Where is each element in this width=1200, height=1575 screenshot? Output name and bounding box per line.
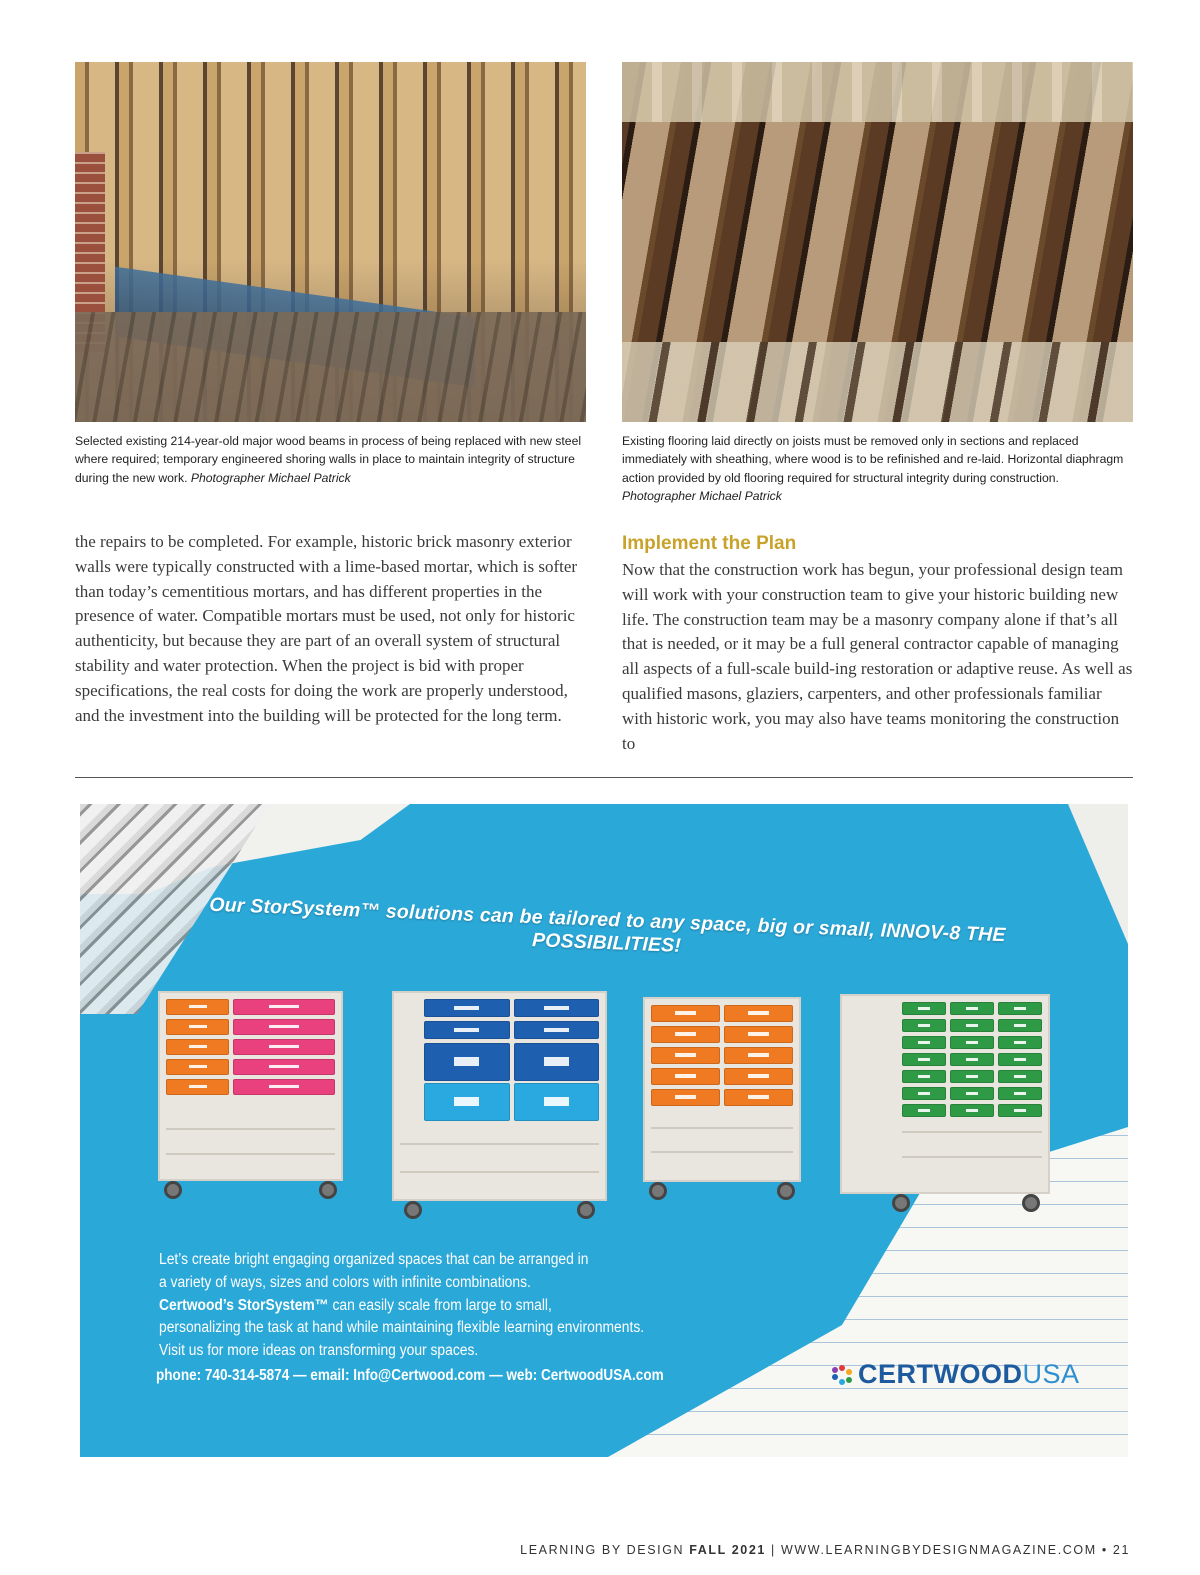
storage-cart-orange-pink	[158, 991, 343, 1181]
drawer	[166, 1019, 229, 1035]
certwood-advertisement[interactable]	[80, 804, 1128, 1457]
drawer	[651, 1089, 720, 1106]
drawer	[950, 1070, 994, 1083]
magazine-url[interactable]: WWW.LEARNINGBYDESIGNMAGAZINE.COM	[780, 1543, 1097, 1557]
drawer	[998, 1002, 1042, 1015]
magazine-name: LEARNING BY DESIGN	[520, 1543, 690, 1557]
drawer	[514, 1083, 600, 1121]
drawer	[724, 1068, 793, 1085]
drawer	[651, 1047, 720, 1064]
drawer	[950, 1104, 994, 1117]
drawer	[902, 1019, 946, 1032]
drawer	[166, 1059, 229, 1075]
section-heading: Implement the Plan	[622, 533, 797, 554]
torn-paper-decoration	[1068, 804, 1128, 944]
storage-cart-orange	[643, 997, 801, 1182]
certwood-logo[interactable]	[832, 1359, 1080, 1390]
logo-text-light: USA	[1022, 1359, 1080, 1389]
drawer	[651, 1026, 720, 1043]
drawer	[651, 1005, 720, 1022]
logo-text-bold: CERTWOOD	[858, 1359, 1023, 1389]
drawer	[950, 1087, 994, 1100]
drawer	[998, 1053, 1042, 1066]
drawer	[651, 1068, 720, 1085]
drawer	[902, 1070, 946, 1083]
drawer	[166, 1039, 229, 1055]
drawer	[514, 1043, 600, 1081]
storage-cart-blue	[392, 991, 607, 1201]
ad-body-line: Visit us for more ideas on transforming your spaces.	[159, 1342, 479, 1360]
drawer	[233, 1079, 335, 1095]
ad-body-line: Let’s create bright engaging organized spaces that can be arranged in	[159, 1251, 589, 1268]
drawer	[998, 1104, 1042, 1117]
photo-credit: Photographer Michael Patrick	[190, 470, 351, 485]
drawer	[998, 1087, 1042, 1100]
drawer	[424, 1021, 510, 1039]
construction-photo-joists	[622, 62, 1133, 422]
caption-text: Selected existing 214-year-old major wood beams in process of being replaced with new steel where required; temporary engineered shoring walls in place to maintain integrity of structure during the new work.	[75, 434, 582, 485]
drawer	[724, 1026, 793, 1043]
storage-cart-green	[840, 994, 1050, 1194]
drawer	[950, 1036, 994, 1049]
article-paragraph: Now that the construction work has begun, your professional design team will work with your construction team to give your historic building new life. The construction team may be a masonry company alone if that’s all that is needed, or it may be a full general contractor capable of managing all aspects of a full-scale build-ing restoration or adaptive reuse. As well as qualified masons, glaziers, carpenters, and other professionals familiar with historic work, you may also have teams monitoring the construction to	[622, 560, 1133, 753]
section-divider	[75, 777, 1133, 778]
drawer	[902, 1036, 946, 1049]
page-footer: LEARNING BY DESIGN FALL 2021 | WWW.LEARNINGBYDESIGNMAGAZINE.COM • 21	[520, 1543, 1130, 1557]
drawer	[902, 1104, 946, 1117]
photo-caption-left	[75, 432, 585, 487]
article-column-left: the repairs to be completed. For example, historic brick masonry exterior walls were typically constructed with a lime-based mortar, which is softer than today’s cementitious mortars, and has different properties in the presence of water. Compatible mortars must be used, not only for historic authenticity, but because they are part of an overall system of structural stability and water protection. When the project is bid with proper specifications, the real costs for doing the work are properly understood, and the investment into the building will be protected for the long term.	[75, 532, 578, 725]
drawer	[424, 1043, 510, 1081]
ad-body-line: Certwood’s StorSystem™ can easily scale from large to small,	[159, 1296, 552, 1314]
drawer	[166, 1079, 229, 1095]
drawer	[233, 1019, 335, 1035]
drawer	[902, 1053, 946, 1066]
drawer	[424, 1083, 510, 1121]
ceiling-insulation-lower	[622, 342, 1133, 422]
drawer	[724, 1047, 793, 1064]
drawer	[998, 1019, 1042, 1032]
logo-dots-icon	[832, 1365, 852, 1385]
drawer	[233, 999, 335, 1015]
drawer	[233, 1059, 335, 1075]
drawer	[166, 999, 229, 1015]
drawer	[233, 1039, 335, 1055]
construction-photo-beams	[75, 62, 586, 422]
ad-contact-info[interactable]: phone: 740-314-5874 — email: Info@Certwood.com — web: CertwoodUSA.com	[156, 1367, 664, 1384]
drawer	[950, 1019, 994, 1032]
drawer	[998, 1070, 1042, 1083]
article-column-right	[622, 531, 1134, 756]
drawer	[950, 1053, 994, 1066]
product-name: Certwood’s StorSystem™	[159, 1296, 329, 1314]
ceiling-insulation	[622, 62, 1133, 122]
drawer	[514, 999, 600, 1017]
drawer	[902, 1002, 946, 1015]
ad-body-line: a variety of ways, sizes and colors with infinite combinations.	[159, 1273, 531, 1291]
ad-body-line: personalizing the task at hand while maintaining flexible learning environments.	[159, 1319, 645, 1337]
photo-credit: Photographer Michael Patrick	[622, 489, 782, 504]
wood-floor	[75, 312, 586, 422]
drawer	[950, 1002, 994, 1015]
drawer	[724, 1005, 793, 1022]
page-number: 21	[1112, 1543, 1130, 1557]
caption-text: Existing flooring laid directly on joists must be removed only in sections and replaced immediately with sheathing, where wood is to be refinished and re-laid. Horizontal diaphragm action provided by old flooring required for structural integrity during construction.	[622, 434, 1124, 485]
issue-label: FALL 2021	[689, 1543, 766, 1557]
drawer	[902, 1087, 946, 1100]
ad-headline: Our StorSystem™ solutions can be tailored to any space, big or small, INNOV-8 THE POSSIBILITIES!	[208, 893, 1006, 957]
ad-body-text	[159, 1249, 663, 1363]
drawer	[514, 1021, 600, 1039]
photo-caption-right	[622, 432, 1132, 506]
drawer	[998, 1036, 1042, 1049]
drawer	[724, 1089, 793, 1106]
drawer	[424, 999, 510, 1017]
